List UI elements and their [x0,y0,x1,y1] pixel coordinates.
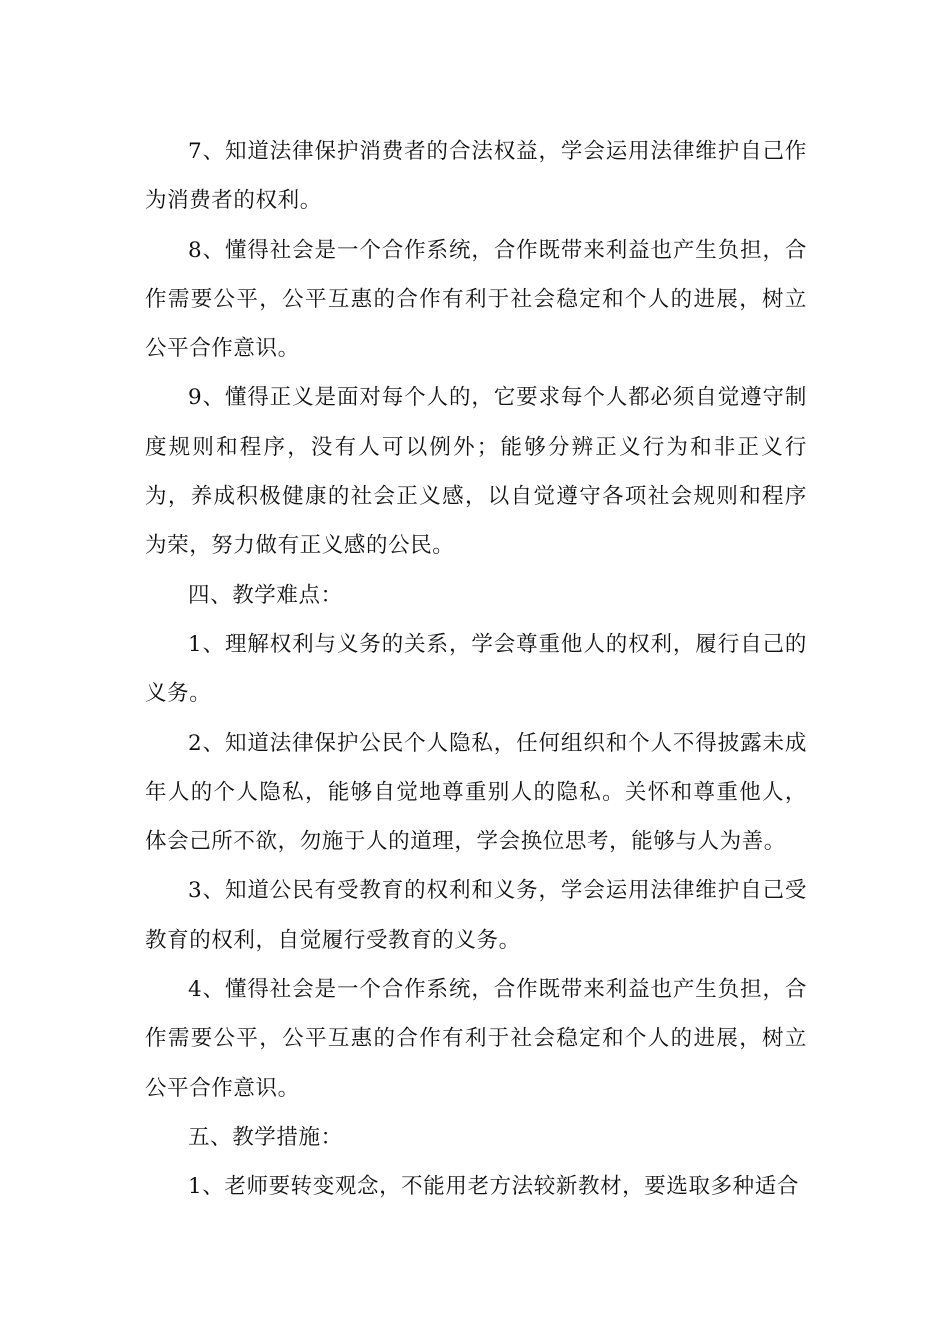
paragraph-item-8: 8、懂得社会是一个合作系统，合作既带来利益也产生负担，合作需要公平，公平互惠的合作有利于社会稳定和个人的进展，树立公平合作意识。 [145,237,807,362]
section-heading-difficulties: 四、教学难点： [188,582,343,608]
paragraph-item-9: 9、懂得正义是面对每个人的，它要求每个人都必须自觉遵守制度规则和程序，没有人可以例外；能够分辨正义行为和非正义行为，养成积极健康的社会正义感，以自觉遵守各项社会规则和程序为荣，努力做有正义感的公民。 [145,385,807,559]
paragraph-measure-1: 1、老师要转变观念，不能用老方法较新教材，要选取多种适合 [188,1174,799,1200]
paragraph-item-7: 7、知道法律保护消费者的合法权益，学会运用法律维护自己作为消费者的权利。 [145,139,807,214]
paragraph-difficulty-3: 3、知道公民有受教育的权利和义务，学会运用法律维护自己受教育的权利，自觉履行受教育的义务。 [145,878,807,953]
paragraph-difficulty-4: 4、懂得社会是一个合作系统，合作既带来利益也产生负担，合作需要公平，公平互惠的合作有利于社会稳定和个人的进展，树立公平合作意识。 [145,977,807,1101]
document-body [145,127,807,1212]
paragraph-difficulty-2: 2、知道法律保护公民个人隐私，任何组织和个人不得披露未成年人的个人隐私，能够自觉地尊重别人的隐私。关怀和尊重他人，体会己所不欲，勿施于人的道理，学会换位思考，能够与人为善。 [145,730,807,855]
section-heading-measures: 五、教学措施： [188,1124,343,1150]
paragraph-difficulty-1: 1、理解权利与义务的关系，学会尊重他人的权利，履行自己的义务。 [145,631,807,707]
